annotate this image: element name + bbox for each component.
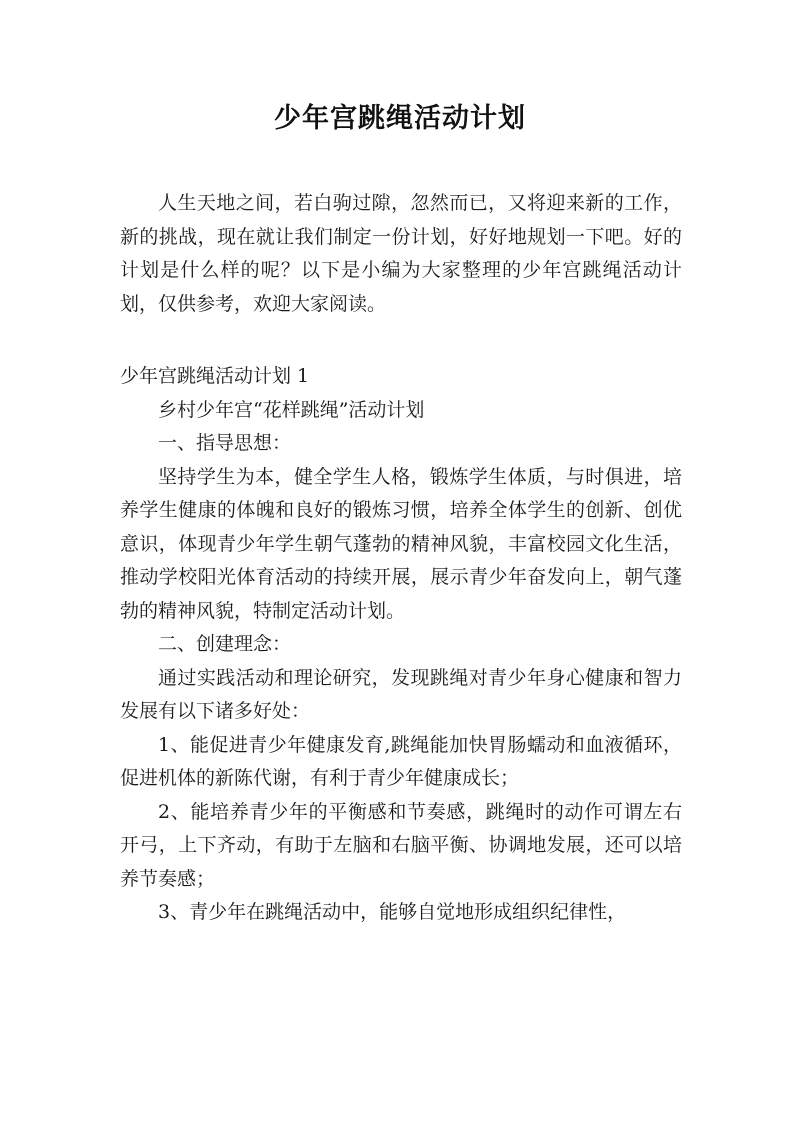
concept-paragraph: 通过实践活动和理论研究，发现跳绳对青少年身心健康和智力发展有以下诸多好处： (120, 666, 682, 722)
guiding-paragraph: 坚持学生为本，健全学生人格，锻炼学生体质，与时俱进，培养学生健康的体魄和良好的锻炼习惯，培养全体学生的创新、创优意识，体现青少年学生朝气蓬勃的精神风貌，丰富校园文化生活，推动学校阳光体育活动的持续开展，展示青少年奋发向上，朝气蓬勃的精神风貌，特制定活动计划。 (120, 465, 682, 622)
benefit-item-2: 2、能培养青少年的平衡感和节奏感，跳绳时的动作可谓左右开弓，上下齐动，有助于左脑和右脑平衡、协调地发展，还可以培养节奏感； (120, 800, 682, 890)
intro-paragraph: 人生天地之间，若白驹过隙，忽然而已，又将迎来新的工作，新的挑战，现在就让我们制定一份计划，好好地规划一下吧。好的计划是什么样的呢？以下是小编为大家整理的少年宫跳绳活动计划，仅供参考，欢迎大家阅读。 (120, 192, 682, 315)
document-title: 少年宫跳绳活动计划 (274, 103, 526, 134)
section-subtitle: 乡村少年宫“花样跳绳”活动计划 (158, 398, 425, 421)
document-body (120, 187, 682, 930)
benefit-item-1: 1、能促进青少年健康发育,跳绳能加快胃肠蠕动和血液循环，促进机体的新陈代谢，有利于青少年健康成长； (120, 733, 682, 789)
guiding-heading: 一、指导思想： (158, 432, 292, 454)
concept-heading: 二、创建理念： (158, 633, 292, 655)
section-heading: 少年宫跳绳活动计划 1 (120, 365, 310, 387)
benefit-item-3: 3、青少年在跳绳活动中，能够自觉地形成组织纪律性， (158, 901, 627, 923)
